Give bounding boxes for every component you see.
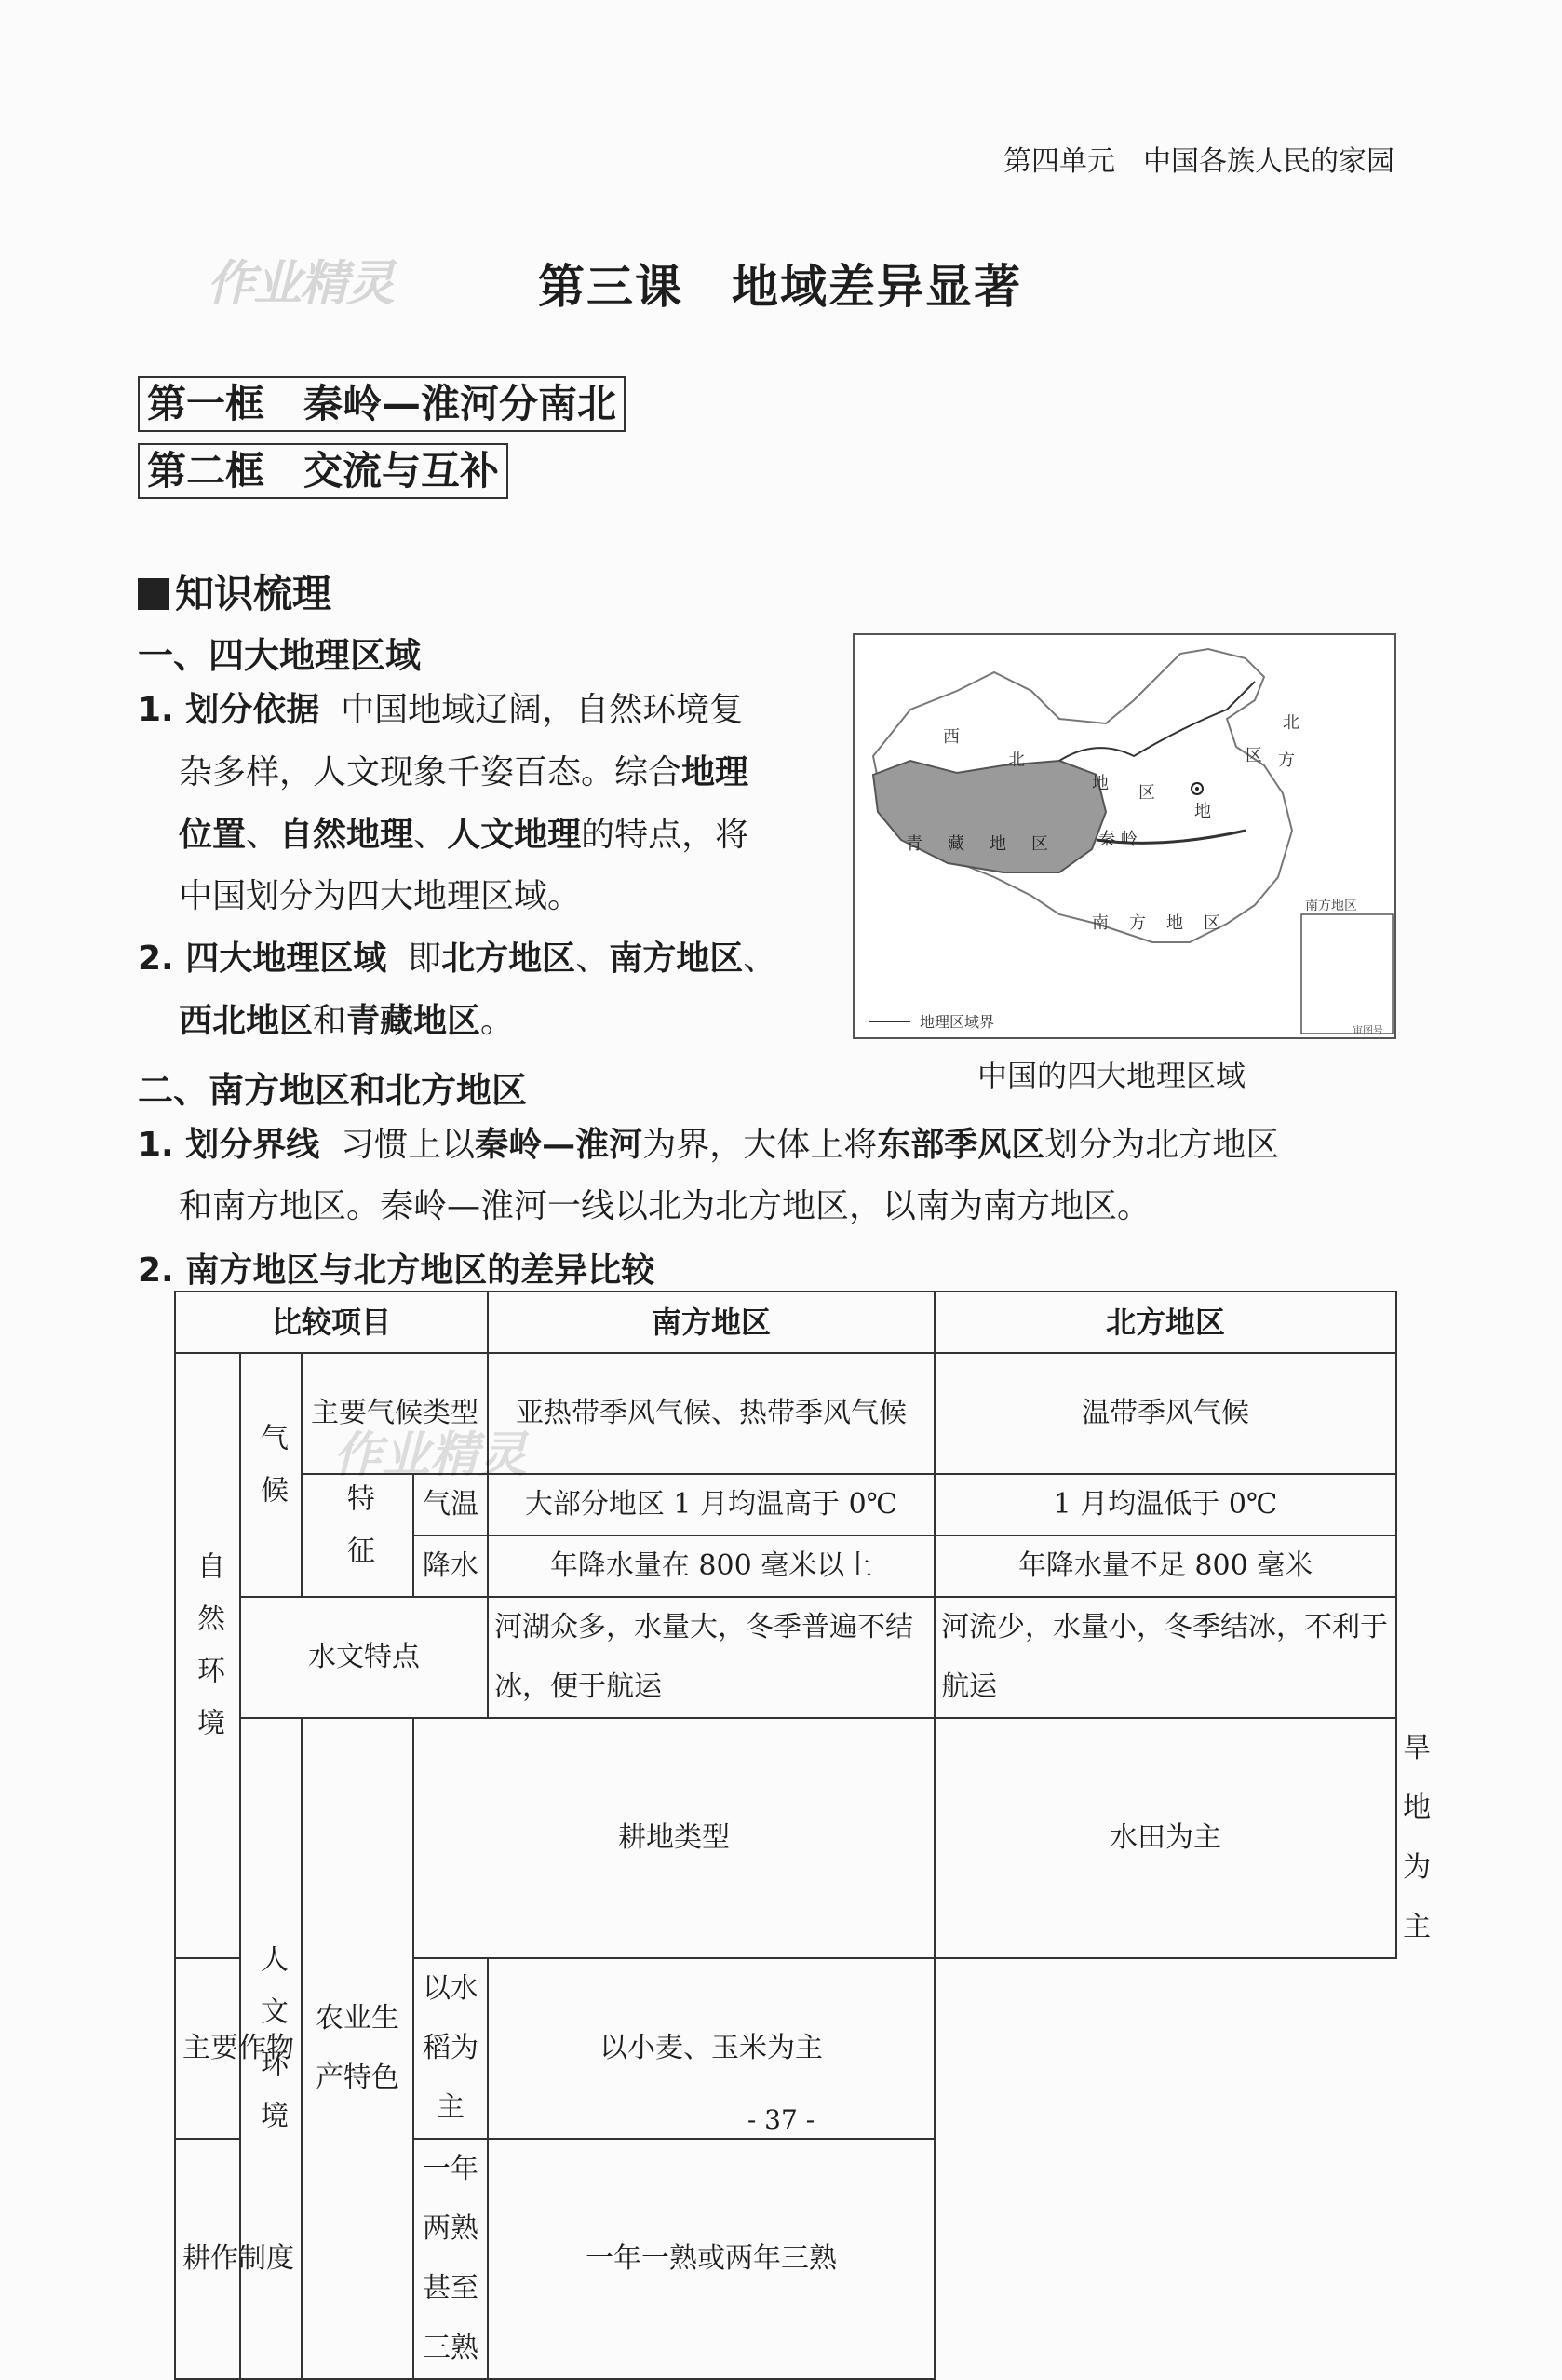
table-cell: 农业生产特色: [302, 1718, 413, 2379]
brand-logo: 作业精灵: [207, 255, 394, 312]
map-stamp: 审图号: [1353, 1024, 1383, 1036]
map-label: 方: [1278, 751, 1295, 770]
table-row: [175, 1291, 1396, 1353]
knowledge-heading: 知识梳理: [138, 563, 331, 619]
map-label: 青: [906, 834, 922, 854]
qingzang-region: [873, 761, 1106, 872]
map-label: 秦 岭: [1098, 830, 1138, 849]
table-cell: 主要作物: [175, 1958, 302, 2139]
table-header-cell: 比较项目: [175, 1291, 488, 1353]
map-graphic: [855, 635, 1394, 1037]
map-label: 方: [1129, 913, 1146, 933]
page-number: - 37 -: [747, 2104, 815, 2135]
table-cell: 气候: [240, 1353, 302, 1597]
table-cell: 一年两熟甚至三熟: [413, 2139, 488, 2379]
map-label: 区: [1204, 913, 1220, 933]
section2-item2-heading: 2. 南方地区与北方地区的差异比较: [138, 1251, 655, 1290]
table-cell: 人文环境: [240, 1718, 302, 2379]
section1-item2: 2. 四大地理区域 即北方地区、南方地区、 西北地区和青藏地区。: [138, 939, 777, 1040]
map-label: 地: [1092, 774, 1109, 793]
map-label: 南方地区: [1305, 899, 1357, 913]
table-cell: 年降水量在 800 毫米以上: [488, 1535, 935, 1597]
map-label: 区: [1031, 834, 1048, 854]
map-label: 北: [1008, 751, 1025, 770]
table-cell: 耕地类型: [413, 1718, 935, 1958]
table-cell: 温带季风气候: [935, 1353, 1396, 1474]
table-cell: 气温: [413, 1474, 488, 1535]
table-cell: 以水稻为主: [413, 1958, 488, 2139]
map-legend: 地理区域界: [920, 1013, 995, 1031]
table-cell: 水田为主: [935, 1718, 1396, 1958]
table-header-cell: 南方地区: [488, 1291, 935, 1353]
table-header-cell: 北方地区: [935, 1291, 1396, 1353]
table-cell: 以小麦、玉米为主: [488, 1958, 935, 2139]
table-cell: 主要气候类型: [302, 1353, 488, 1474]
item-label: 2. 四大地理区域: [138, 940, 387, 978]
table-row: 人文环境 农业生产特色 耕地类型 水田为主 旱地为主: [175, 1718, 1396, 1958]
china-regions-map: [853, 633, 1396, 1039]
lesson-title: 第三课 地域差异显著: [538, 259, 1022, 314]
table-cell: 亚热带季风气候、热带季风气候: [488, 1353, 935, 1474]
map-label: 南: [1092, 913, 1109, 933]
section1-item1: 1. 划分依据 中国地域辽阔，自然环境复 杂多样，人文现象千姿百态。综合地理 位置、自然地理、人文地理的特点，将 中国划分为四大地理区域。: [138, 691, 749, 915]
item-label: 1. 划分依据: [138, 691, 320, 729]
table-cell: 耕作制度: [175, 2139, 302, 2379]
table-cell: 河湖众多，水量大，冬季普遍不结冰，便于航运: [488, 1597, 935, 1718]
table-cell: 大部分地区 1 月均温高于 0℃: [488, 1474, 935, 1535]
table-cell: 水文特点: [240, 1597, 488, 1718]
table-cell: 一年一熟或两年三熟: [488, 2139, 935, 2379]
map-label: 地: [1166, 913, 1183, 933]
table-cell: 年降水量不足 800 毫米: [935, 1535, 1396, 1597]
map-label: 北: [1283, 713, 1299, 733]
map-label: 地: [1194, 802, 1211, 821]
map-label: 西: [943, 727, 960, 747]
section1-heading: 一、四大地理区域: [138, 634, 422, 676]
map-label: 区: [1246, 746, 1262, 765]
section2-heading: 二、南方地区和北方地区: [138, 1069, 528, 1111]
table-row: [175, 1597, 1396, 1718]
map-label: 区: [1138, 783, 1155, 803]
item-label: 1. 划分界线: [138, 1126, 320, 1164]
square-bullet-icon: [138, 578, 169, 610]
frame-title-2: 第二框 交流与互补: [138, 443, 508, 499]
table-cell: 特征: [302, 1474, 413, 1597]
map-label: 藏: [948, 834, 964, 854]
frame-title-1: 第一框 秦岭—淮河分南北: [138, 376, 626, 432]
table-cell: 1 月均温低于 0℃: [935, 1474, 1396, 1535]
map-caption: 中国的四大地理区域: [977, 1058, 1246, 1093]
section2-item1: 1. 划分界线 习惯上以秦岭—淮河为界，大体上将东部季风区划分为北方地区 和南方地区。秦岭—淮河一线以北为北方地区，以南为南方地区。: [138, 1125, 1280, 1225]
map-label: 地: [990, 834, 1006, 854]
capital-marker-dot: [1195, 787, 1199, 791]
watermark: 作业精灵: [333, 1427, 528, 1483]
table-cell: 河流少，水量小，冬季结冰，不利于航运: [935, 1597, 1396, 1718]
unit-header: 第四单元 中国各族人民的家园: [1003, 145, 1394, 178]
south-sea-inset: [1301, 914, 1393, 1034]
table-cell: 降水: [413, 1535, 488, 1597]
table-cell: 自然环境: [175, 1353, 240, 1958]
